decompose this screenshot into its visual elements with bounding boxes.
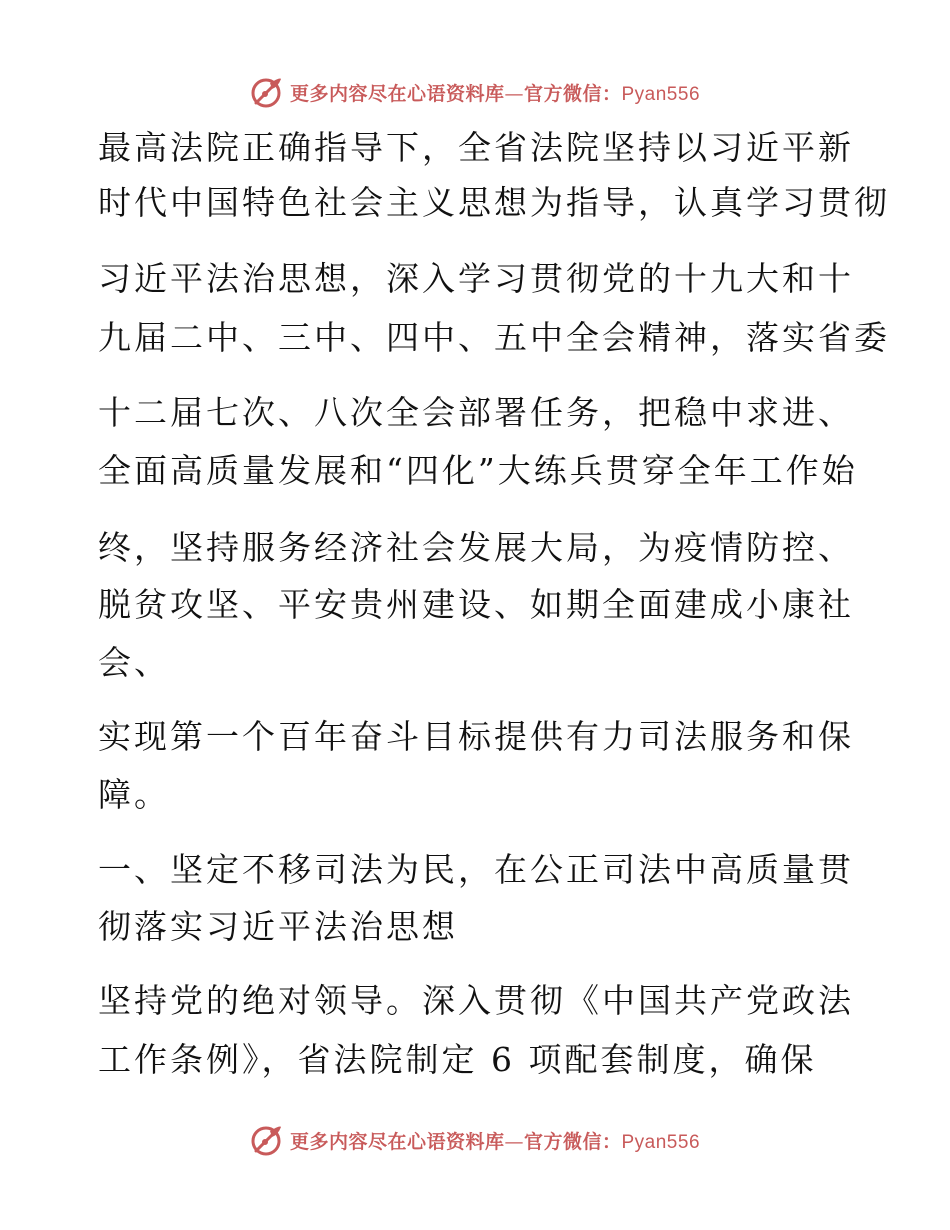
footer-site-text: 更多内容尽在心语资料库 [289, 1130, 505, 1153]
footer-banner [0, 1120, 950, 1160]
text-line-14: 坚持党的绝对领导。深入贯彻《中国共产党政法 [98, 981, 854, 1020]
header-dash: — [504, 82, 524, 105]
text-line-15: 工作条例》，省法院制定 6 项配套制度，确保 [98, 1040, 817, 1079]
header-wechat-id: Pyan556 [621, 83, 701, 105]
text-line-1: 最高法院正确指导下，全省法院坚持以习近平新 [98, 128, 854, 167]
header-wechat-label: 官方微信： [523, 82, 622, 105]
footer-banner-text [290, 1127, 700, 1154]
header-site-text: 更多内容尽在心语资料库 [289, 82, 505, 105]
quill-logo-icon [250, 75, 284, 109]
footer-wechat-label: 官方微信： [523, 1130, 622, 1153]
header-banner-text [290, 79, 700, 106]
text-line-10: 实现第一个百年奋斗目标提供有力司法服务和保 [98, 717, 854, 756]
text-line-7: 终，坚持服务经济社会发展大局，为疫情防控、 [98, 528, 854, 567]
text-line-4: 九届二中、三中、四中、五中全会精神，落实省委 [98, 318, 890, 357]
text-line-2: 时代中国特色社会主义思想为指导，认真学习贯彻 [98, 183, 890, 222]
text-line-9: 会、 [98, 643, 170, 682]
text-line-12: 一、坚定不移司法为民，在公正司法中高质量贯 [98, 850, 854, 889]
text-line-11: 障。 [98, 775, 170, 814]
text-line-6: 全面高质量发展和“四化”大练兵贯穿全年工作始 [98, 451, 858, 490]
header-banner [0, 72, 950, 112]
text-line-3: 习近平法治思想，深入学习贯彻党的十九大和十 [98, 259, 854, 298]
text-line-8: 脱贫攻坚、平安贵州建设、如期全面建成小康社 [98, 585, 854, 624]
footer-dash: — [504, 1130, 524, 1153]
quill-logo-icon [250, 1123, 284, 1157]
footer-wechat-id: Pyan556 [621, 1131, 701, 1153]
text-line-5: 十二届七次、八次全会部署任务，把稳中求进、 [98, 393, 854, 432]
text-line-13: 彻落实习近平法治思想 [98, 907, 458, 946]
